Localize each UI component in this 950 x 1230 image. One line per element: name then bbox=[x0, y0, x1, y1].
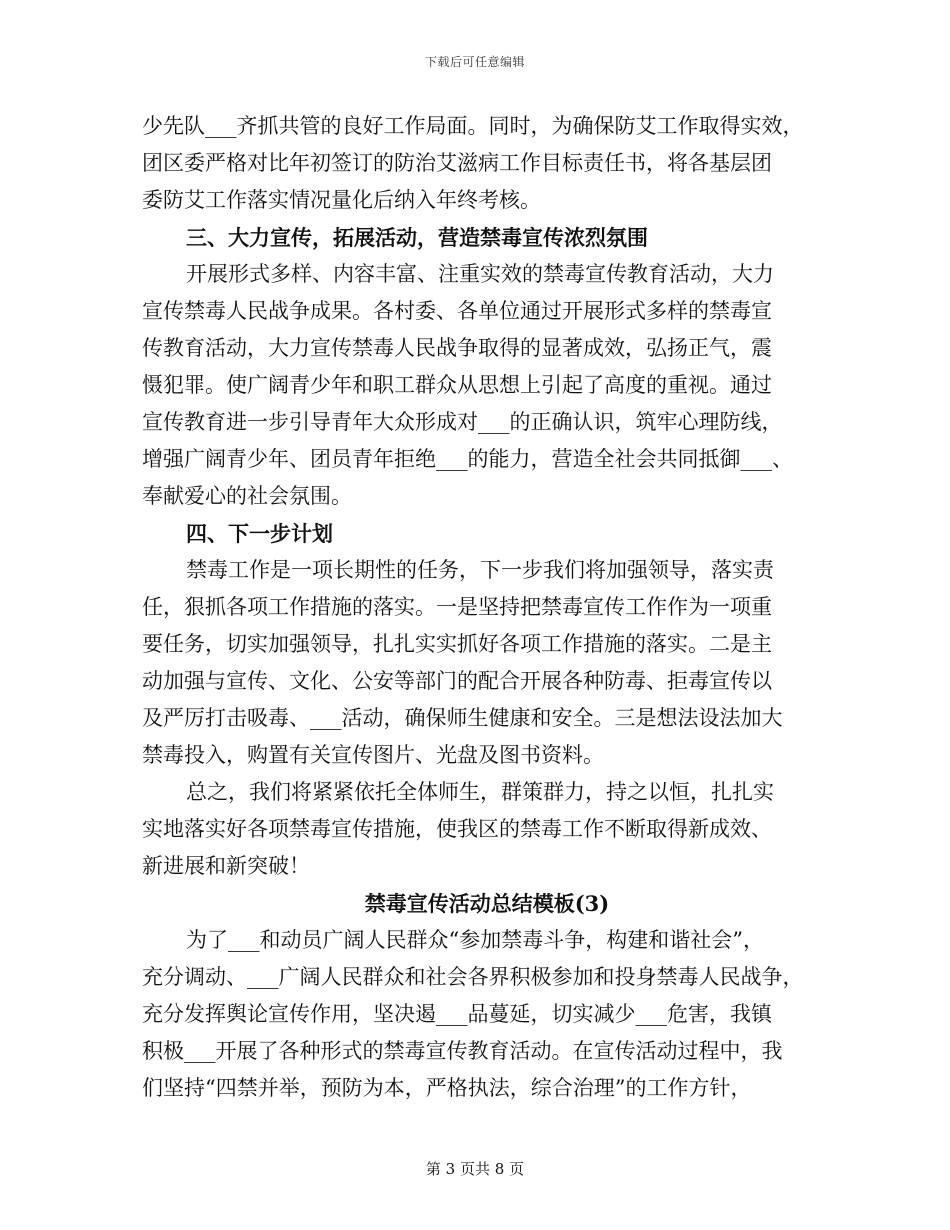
text-line: 委防艾工作落实情况量化后纳入年终考核。 bbox=[142, 188, 541, 212]
text-line: 禁毒投入，购置有关宣传图片、光盘及图书资料。 bbox=[142, 743, 604, 767]
text-line: 积极___开展了各种形式的禁毒宣传教育活动。在宣传活动过程中，我 bbox=[142, 1039, 783, 1063]
text-line: 总之，我们将紧紧依托全体师生，群策群力，持之以恒，扎扎实 bbox=[186, 780, 774, 804]
text-line: 传教育活动，大力宣传禁毒人民战争取得的显著成效，弘扬正气，震 bbox=[142, 336, 772, 360]
section-heading: 三、大力宣传，拓展活动，营造禁毒宣传浓烈氛围 bbox=[186, 225, 648, 250]
text-line: 任，狠抓各项工作措施的落实。一是坚持把禁毒宣传工作作为一项重 bbox=[142, 595, 772, 619]
text-line: 慑犯罪。使广阔青少年和职工群众从思想上引起了高度的重视。通过 bbox=[142, 373, 772, 397]
text-line: 少先队___齐抓共管的良好工作局面。同时，为确保防艾工作取得实效， bbox=[142, 114, 804, 138]
page-number: 第 3 页共 8 页 bbox=[425, 1160, 525, 1178]
text-line: 为了___和动员广阔人民群众“参加禁毒斗争，构建和谐社会”， bbox=[186, 928, 764, 952]
document-body bbox=[142, 108, 810, 1107]
text-line: 新进展和新突破！ bbox=[142, 854, 310, 878]
text-line: 要任务，切实加强领导，扎扎实实抓好各项工作措施的落实。二是主 bbox=[142, 632, 772, 656]
text-line: 奉献爱心的社会氛围。 bbox=[142, 484, 352, 508]
section-heading: 四、下一步计划 bbox=[186, 521, 333, 546]
text-line: 宣传禁毒人民战争成果。各村委、各单位通过开展形式多样的禁毒宣 bbox=[142, 299, 772, 323]
text-line: 们坚持“四禁并举，预防为本，严格执法，综合治理”的工作方针， bbox=[142, 1076, 752, 1100]
text-line: 及严厉打击吸毒、___活动，确保师生健康和安全。三是想法设法加大 bbox=[142, 706, 783, 730]
text-line: 宣传教育进一步引导青年大众形成对___的正确认识，筑牢心理防线， bbox=[142, 410, 783, 434]
text-line: 充分调动、___广阔人民群众和社会各界积极参加和投身禁毒人民战争， bbox=[142, 965, 804, 989]
text-line: 禁毒工作是一项长期性的任务，下一步我们将加强领导，落实责 bbox=[186, 558, 774, 582]
text-line: 充分发挥舆论宣传作用，坚决遏___品蔓延，切实减少___危害，我镇 bbox=[142, 1002, 772, 1026]
text-line: 增强广阔青少年、团员青年拒绝___的能力，营造全社会共同抵御___、 bbox=[142, 447, 793, 471]
page-header-note: 下载后可任意编辑 bbox=[424, 55, 525, 69]
text-line: 动加强与宣传、文化、公安等部门的配合开展各种防毒、拒毒宣传以 bbox=[142, 669, 772, 693]
text-line: 开展形式多样、内容丰富、注重实效的禁毒宣传教育活动，大力 bbox=[186, 262, 774, 286]
text-line: 团区委严格对比年初签订的防治艾滋病工作目标责任书，将各基层团 bbox=[142, 151, 772, 175]
text-line: 实地落实好各项禁毒宣传措施，使我区的禁毒工作不断取得新成效、 bbox=[142, 817, 772, 841]
document-title: 禁毒宣传活动总结模板(3) bbox=[364, 891, 610, 916]
